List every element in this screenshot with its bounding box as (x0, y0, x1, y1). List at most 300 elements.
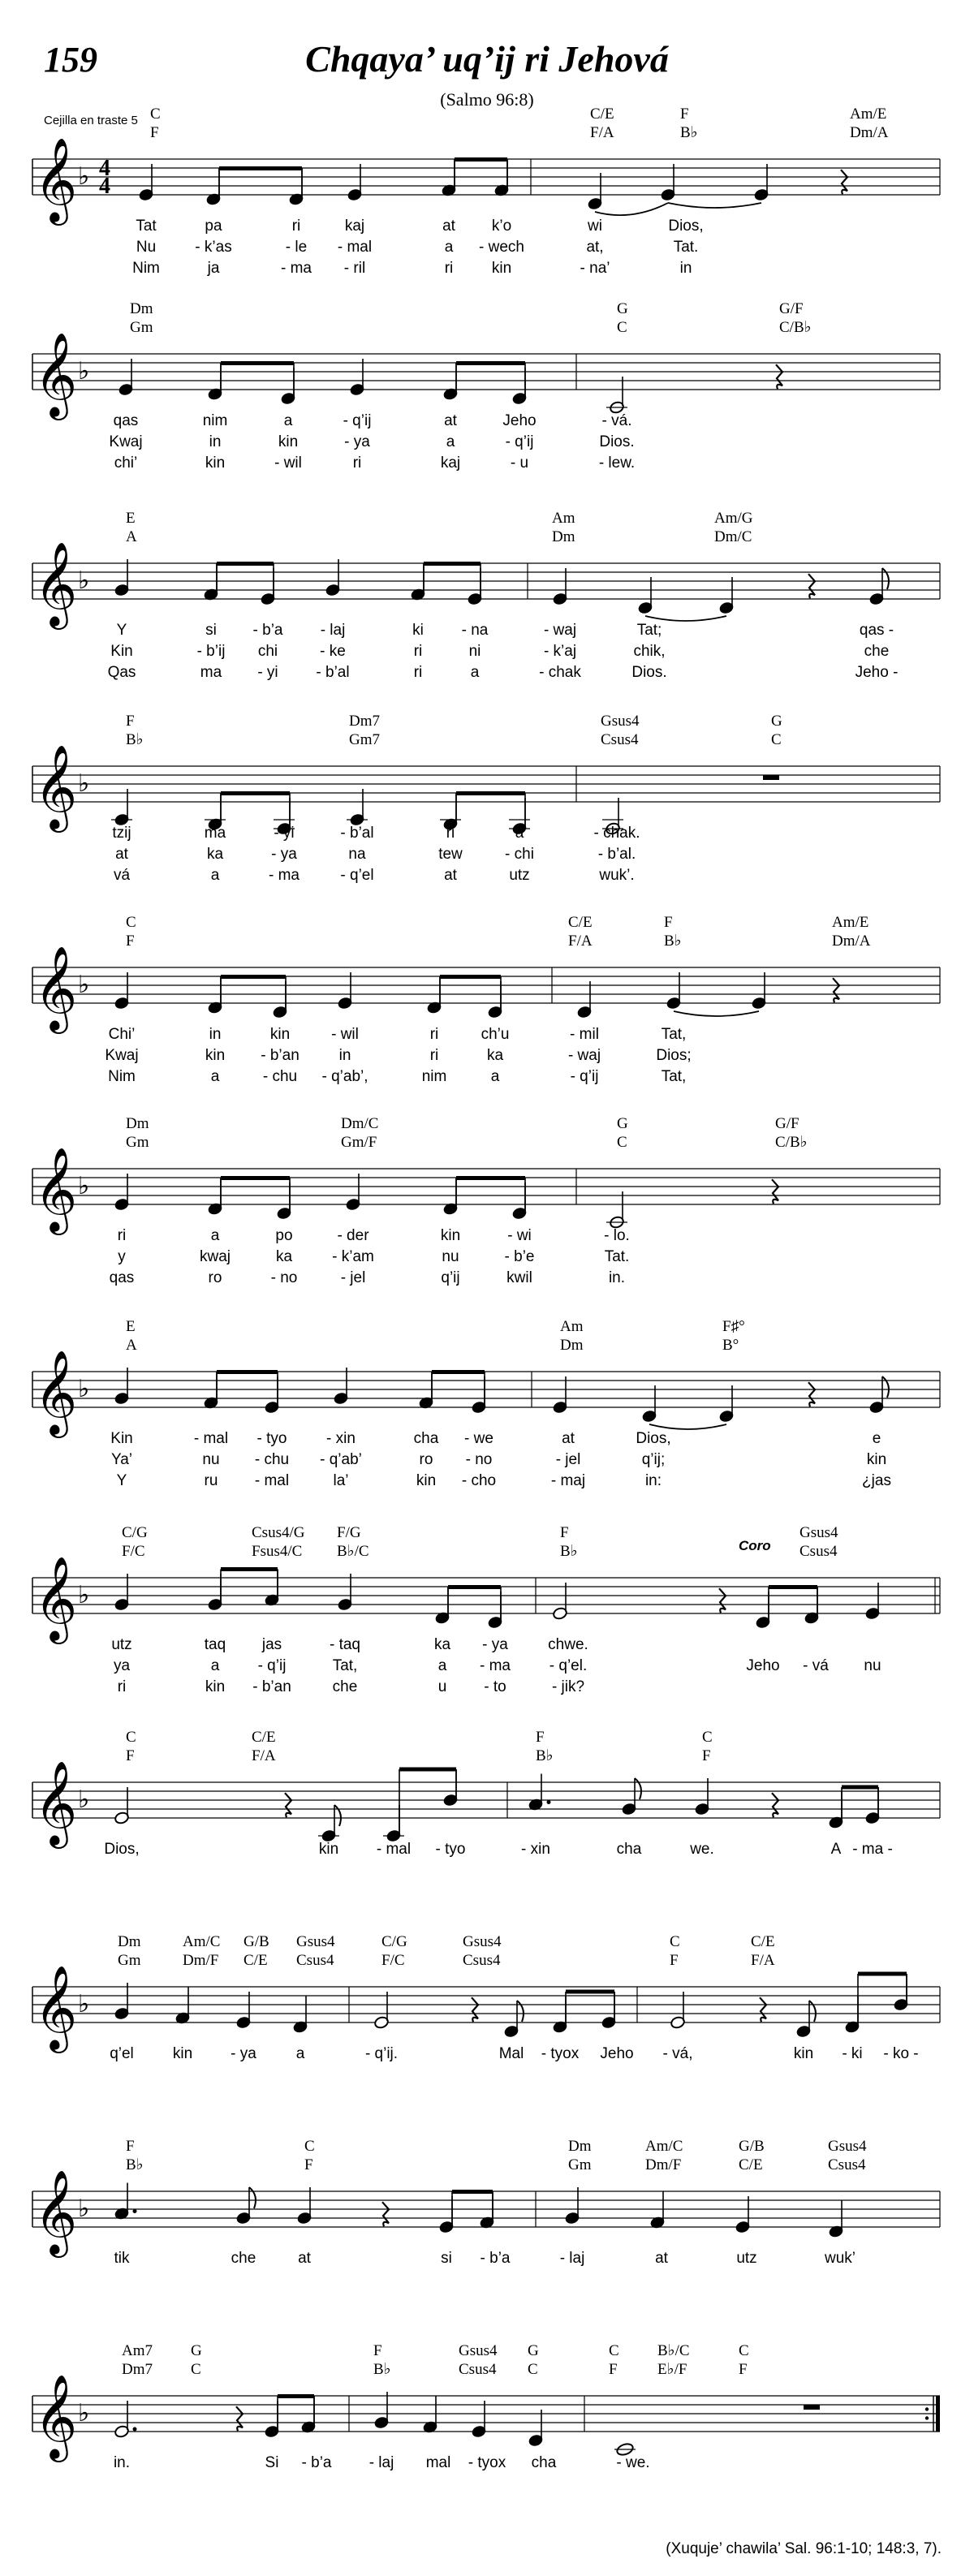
lyric-syllable: Kwaj (105, 1047, 139, 1064)
lyric-syllable: ri (429, 1026, 439, 1043)
lyric-syllable: - b’a (252, 622, 283, 639)
lyric-syllable: ri (117, 1227, 127, 1244)
chord-symbol: F (126, 933, 135, 950)
chord-symbol: Gm/F (341, 1134, 377, 1151)
chord-symbol: B♭ (664, 933, 682, 950)
lyric-syllable: cha (531, 2454, 557, 2471)
chord-symbol: B♭/C (337, 1543, 369, 1560)
chord-symbol: F/A (568, 933, 593, 950)
lyric-syllable: - cho (461, 1472, 497, 1489)
lyric-syllable: - xin (521, 1841, 550, 1858)
treble-clef-icon: 𝄞 (34, 541, 78, 627)
rest-icon (808, 574, 815, 598)
note-flag (882, 1376, 889, 1398)
rest-icon (382, 2202, 389, 2226)
treble-clef-icon: 𝄞 (34, 1147, 78, 1232)
chord-symbol: C (739, 2342, 749, 2359)
lyric-syllable: - ko - (883, 2045, 919, 2062)
lyric-syllable: tzij (112, 825, 131, 842)
lyric-syllable: - ki (842, 2045, 863, 2062)
chord-symbol: Dm/A (850, 124, 889, 141)
lyric-syllable: - lo. (604, 1227, 630, 1244)
lyric-syllable: mal (425, 2454, 451, 2471)
tie (668, 203, 761, 208)
lyric-syllable: - ma - (852, 1841, 893, 1858)
chord-symbol: Am/G (714, 510, 753, 527)
lyric-syllable: a (210, 1227, 220, 1244)
lyric-syllable: kin (269, 1026, 291, 1043)
chord-symbol: F/A (751, 1952, 775, 1969)
lyric-syllable: at (562, 1430, 575, 1447)
chord-symbol: F (680, 106, 689, 123)
chord-symbol: Am (560, 1318, 584, 1335)
chord-symbol: F (304, 2156, 313, 2173)
chord-symbol: Gsus4 (463, 1933, 502, 1950)
chord-symbol: C (126, 1729, 136, 1746)
chord-symbol: F/C (122, 1543, 145, 1560)
lyric-syllable: Qas (107, 664, 136, 681)
lyric-syllable: Tat; (636, 622, 662, 639)
song-title: Chqaya’ uq’ij ri Jehová (305, 38, 669, 80)
dot (133, 2427, 137, 2432)
lyric-syllable: q’ij; (641, 1451, 666, 1468)
chord-symbol: F (670, 1952, 679, 1969)
chord-symbol: F (702, 1747, 711, 1764)
flat-sign-icon: ♭ (78, 2195, 90, 2223)
lyric-syllable: Dios. (599, 433, 635, 450)
lyric-syllable: - ya (344, 433, 370, 450)
chord-symbol: Dm/F (645, 2156, 682, 2173)
lyric-syllable: a (446, 433, 455, 450)
lyric-syllable: Dios. (631, 664, 667, 681)
note-flag (882, 568, 889, 589)
lyric-syllable: - wil (274, 454, 302, 472)
lyric-syllable: - waj (567, 1047, 601, 1064)
lyric-syllable: in. (113, 2454, 131, 2471)
rest-icon (763, 775, 779, 780)
lyric-syllable: - ke (320, 643, 346, 660)
chord-symbol: B♭ (536, 1747, 554, 1764)
chord-symbol: F/G (337, 1524, 361, 1541)
lyric-syllable: ka (275, 1248, 293, 1265)
rest-icon (236, 2406, 243, 2431)
lyric-syllable: a (470, 664, 480, 681)
lyric-syllable: - q’el. (549, 1657, 588, 1674)
staff-system (32, 510, 940, 681)
chord-symbol: Gm (568, 2156, 592, 2173)
chord-symbol: Gsus4 (828, 2138, 867, 2155)
lyric-syllable: la’ (333, 1472, 349, 1489)
chord-symbol: F (373, 2342, 382, 2359)
final-barline (936, 2396, 940, 2432)
chord-symbol: C (304, 2138, 315, 2155)
chord-symbol: F (609, 2361, 618, 2378)
chord-symbol: Csus4 (296, 1952, 334, 1969)
lyric-syllable: ru (204, 1472, 218, 1489)
lyric-syllable: - k’as (195, 239, 232, 256)
lyric-syllable: - yi (257, 664, 278, 681)
chord-symbol: Dm/C (714, 528, 752, 545)
chord-symbol: G/F (775, 1115, 799, 1132)
chord-symbol: B♭ (126, 2156, 144, 2173)
flat-sign-icon: ♭ (78, 2399, 90, 2427)
footer-reference: (Xuquje’ chawila’ Sal. 96:1-10; 148:3, 7). (666, 2540, 942, 2557)
lyric-syllable: - q’ij (343, 412, 372, 429)
chord-symbol: C (702, 1729, 713, 1746)
chord-symbol: Gm (126, 1134, 149, 1151)
lyric-syllable: nu (864, 1657, 881, 1674)
lyric-syllable: e (872, 1430, 881, 1447)
chord-symbol: G (617, 300, 628, 317)
chord-symbol: Gsus4 (799, 1524, 838, 1541)
lyric-syllable: a (444, 239, 454, 256)
lyric-syllable: che (332, 1678, 358, 1695)
chord-symbol: Dm (130, 300, 153, 317)
treble-clef-icon: 𝄞 (34, 137, 78, 222)
lyric-syllable: - na (461, 622, 489, 639)
lyric-syllable: ri (352, 454, 362, 472)
lyric-syllable: wi (588, 218, 602, 235)
chord-symbol: C (670, 1933, 680, 1950)
lyric-syllable: tik (114, 2250, 130, 2267)
flat-sign-icon: ♭ (78, 357, 90, 386)
lyric-syllable: si (441, 2250, 452, 2267)
lyric-syllable: - q’ij (570, 1068, 599, 1085)
chord-symbol: F (126, 2138, 135, 2155)
lyric-syllable: - tyo (256, 1430, 287, 1447)
rest-icon (472, 1997, 478, 2022)
lyric-syllable: Dios, (668, 218, 704, 235)
lyric-syllable: ri (413, 664, 423, 681)
lyric-syllable: kin (491, 260, 512, 277)
lyric-syllable: Dios, (636, 1430, 671, 1447)
chord-symbol: F♯° (722, 1318, 745, 1335)
lyric-syllable: - chak. (593, 825, 640, 842)
note-flag (249, 2187, 256, 2208)
rest-icon (772, 1179, 778, 1204)
lyric-syllable: a (295, 2045, 305, 2062)
lyric-syllable: ro (208, 1269, 222, 1286)
chord-symbol: Gm (130, 319, 153, 336)
chord-symbol: C (609, 2342, 619, 2359)
flat-sign-icon: ♭ (78, 1375, 90, 1403)
psalm-reference: (Salmo 96:8) (440, 89, 534, 110)
lyric-syllable: a (210, 1068, 220, 1085)
lyric-syllable: kwaj (199, 1248, 231, 1265)
lyric-syllable: - we. (616, 2454, 650, 2471)
chord-symbol: G (191, 2342, 202, 2359)
flat-sign-icon: ♭ (78, 971, 90, 999)
lyric-syllable: - vá, (662, 2045, 693, 2062)
lyric-syllable: kin (866, 1451, 887, 1468)
lyric-syllable: in (209, 433, 222, 450)
chord-symbol: Dm (126, 1115, 149, 1132)
staff-system (32, 106, 940, 277)
staff-system (32, 1524, 940, 1695)
chord-symbol: C (126, 914, 136, 931)
chord-symbol: E (126, 1318, 136, 1335)
lyric-syllable: na (348, 846, 366, 863)
lyric-syllable: at, (586, 239, 604, 256)
tie (645, 616, 726, 621)
lyric-syllable: - waj (543, 622, 577, 639)
lyric-syllable: Mal (498, 2045, 524, 2062)
chord-symbol: E♭/F (657, 2361, 687, 2378)
chord-symbol: B° (722, 1337, 739, 1354)
time-signature: 4 (99, 156, 110, 181)
lyric-syllable: - mal (376, 1841, 412, 1858)
chord-symbol: Dm (568, 2138, 592, 2155)
chord-symbol: Gsus4 (459, 2342, 498, 2359)
lyric-syllable: - jik? (551, 1678, 585, 1695)
lyric-syllable: Nim (108, 1068, 136, 1085)
chord-symbol: Dm (552, 528, 575, 545)
lyric-syllable: qas - (859, 622, 894, 639)
lyric-syllable: - wech (479, 239, 524, 256)
lyric-syllable: po (275, 1227, 293, 1244)
chord-symbol: Am/E (850, 106, 887, 123)
staff-system (32, 1318, 940, 1489)
lyric-syllable: at (655, 2250, 668, 2267)
lyric-syllable: Jeho - (855, 664, 899, 681)
lyric-syllable: - xin (326, 1430, 356, 1447)
rest-icon (808, 1382, 815, 1406)
lyric-syllable: - lew. (598, 454, 636, 472)
chord-symbol: Gm (118, 1952, 141, 1969)
lyric-syllable: Kin (110, 643, 133, 660)
lyric-syllable: ya (113, 1657, 131, 1674)
lyric-syllable: kin (172, 2045, 193, 2062)
lyric-syllable: u (437, 1678, 447, 1695)
chord-symbol: A (126, 1337, 137, 1354)
chord-symbol: Am (552, 510, 575, 527)
lyric-syllable: taq (204, 1636, 226, 1653)
chord-symbol: C/G (122, 1524, 148, 1541)
chord-symbol: G/B (244, 1933, 269, 1950)
lyric-syllable: - b’a (301, 2454, 332, 2471)
lyric-syllable: kin (205, 1678, 226, 1695)
lyric-syllable: - ma (281, 260, 312, 277)
lyric-syllable: kin (416, 1472, 437, 1489)
lyric-syllable: a (490, 1068, 500, 1085)
lyric-syllable: - ya (482, 1636, 508, 1653)
lyric-syllable: - k’aj (543, 643, 577, 660)
chord-symbol: Csus4 (601, 731, 639, 748)
chord-symbol: Fsus4/C (252, 1543, 303, 1560)
staff-system (32, 1933, 940, 2062)
lyric-syllable: che (864, 643, 890, 660)
chord-symbol: G/B (739, 2138, 765, 2155)
chord-symbol: C/E (244, 1952, 268, 1969)
chord-symbol: Am/C (645, 2138, 683, 2155)
lyric-syllable: si (205, 622, 217, 639)
chord-symbol: Dm (560, 1337, 584, 1354)
chord-symbol: Dm (118, 1933, 141, 1950)
lyric-syllable: Ya’ (110, 1451, 133, 1468)
lyric-syllable: - jel (340, 1269, 366, 1286)
chord-symbol: Gsus4 (296, 1933, 335, 1950)
flat-sign-icon: ♭ (78, 1172, 90, 1200)
dot (547, 1800, 551, 1804)
lyric-syllable: qas (113, 412, 139, 429)
lyric-syllable: ki (412, 622, 424, 639)
lyric-syllable: - chu (262, 1068, 298, 1085)
chord-symbol: B♭ (680, 124, 698, 141)
lyric-syllable: kin (440, 1227, 461, 1244)
lyric-syllable: at (444, 867, 457, 884)
lyric-syllable: - no (465, 1451, 493, 1468)
flat-sign-icon: ♭ (78, 769, 90, 798)
chord-symbol: C/B♭ (779, 319, 812, 336)
lyric-syllable: chi (257, 643, 278, 660)
lyric-syllable: kin (205, 454, 226, 472)
lyric-syllable: - tyo (435, 1841, 466, 1858)
lyric-syllable: ch’u (481, 1026, 510, 1043)
chord-symbol: Csus4 (463, 1952, 501, 1969)
chord-symbol: C (191, 2361, 201, 2378)
lyric-syllable: ka (206, 846, 224, 863)
lyric-syllable: Si (265, 2454, 279, 2471)
lyric-syllable: - b’a (480, 2250, 511, 2267)
lyric-syllable: kin (318, 1841, 339, 1858)
lyric-syllable: - na’ (580, 260, 610, 277)
note-flag (517, 2001, 524, 2022)
repeat-dot (925, 2416, 929, 2419)
chord-symbol: B♭ (373, 2361, 391, 2378)
lyric-syllable: - mil (570, 1026, 599, 1043)
flat-sign-icon: ♭ (78, 1990, 90, 2018)
chord-symbol: E (126, 510, 136, 527)
lyric-syllable: - der (337, 1227, 369, 1244)
lyric-syllable: in. (608, 1269, 626, 1286)
chord-symbol: C/E (568, 914, 593, 931)
lyric-syllable: in (209, 1026, 222, 1043)
lyric-syllable: - u (510, 454, 529, 472)
lyric-syllable: Tat, (661, 1068, 687, 1085)
song-number: 159 (44, 40, 97, 80)
lyric-syllable: - mal (193, 1430, 229, 1447)
lyric-syllable: - laj (368, 2454, 394, 2471)
treble-clef-icon: 𝄞 (34, 744, 78, 829)
lyric-syllable: ri (444, 260, 454, 277)
chord-symbol: C/E (252, 1729, 276, 1746)
flat-sign-icon: ♭ (78, 1786, 90, 1814)
treble-clef-icon: 𝄞 (34, 1350, 78, 1435)
capo-note: Cejilla en traste 5 (44, 114, 138, 127)
chord-symbol: B♭/C (657, 2342, 690, 2359)
treble-clef-icon: 𝄞 (34, 1965, 78, 2050)
rest-icon (833, 978, 839, 1002)
lyric-syllable: - wi (507, 1227, 532, 1244)
chord-symbol: C (771, 731, 782, 748)
dot (133, 2209, 137, 2213)
lyric-syllable: at (298, 2250, 311, 2267)
chord-symbol: F (739, 2361, 748, 2378)
chord-symbol: C (617, 319, 627, 336)
lyric-syllable: - q’ij (505, 433, 534, 450)
lyric-syllable: kin (793, 2045, 814, 2062)
lyric-syllable: nu (442, 1248, 459, 1265)
lyric-syllable: at (115, 846, 128, 863)
lyric-syllable: - ya (231, 2045, 256, 2062)
lyric-syllable: ri (413, 643, 423, 660)
chord-symbol: F (126, 713, 135, 730)
lyric-syllable: - b’al (340, 825, 374, 842)
chord-symbol: G (617, 1115, 628, 1132)
lyric-syllable: kaj (344, 218, 365, 235)
lyric-syllable: ma (200, 664, 222, 681)
chord-symbol: C (528, 2361, 538, 2378)
lyric-syllable: - chu (254, 1451, 290, 1468)
lyric-syllable: ¿jas (862, 1472, 891, 1489)
lyric-syllable: qas (109, 1269, 135, 1286)
lyric-syllable: - jel (555, 1451, 581, 1468)
lyric-syllable: kwil (506, 1269, 532, 1286)
tie (649, 1424, 726, 1429)
chord-symbol: F (150, 124, 159, 141)
staff-system (32, 2342, 940, 2471)
lyric-syllable: Jeho (600, 2045, 634, 2062)
lyric-syllable: Kin (110, 1430, 133, 1447)
lyric-syllable: a (437, 1657, 447, 1674)
lyric-syllable: kin (278, 433, 299, 450)
lyric-syllable: - ya (271, 846, 297, 863)
chord-symbol: A (126, 528, 137, 545)
chord-symbol: Am7 (122, 2342, 153, 2359)
lyric-syllable: in (338, 1047, 351, 1064)
lyric-syllable: tew (438, 846, 463, 863)
treble-clef-icon: 𝄞 (34, 946, 78, 1031)
lyric-syllable: a (283, 412, 293, 429)
coro-label: Coro (739, 1538, 771, 1553)
lyric-syllable: cha (616, 1841, 642, 1858)
rest-icon (285, 1793, 291, 1817)
staff-system (32, 713, 940, 884)
chord-symbol: Dm7 (349, 713, 380, 730)
lyric-syllable: wuk’. (599, 867, 635, 884)
lyric-syllable: wuk’ (824, 2250, 856, 2267)
lyric-syllable: ri (291, 218, 301, 235)
chord-symbol: G/F (779, 300, 804, 317)
lyric-syllable: chik, (633, 643, 666, 660)
lyric-syllable: a (515, 825, 524, 842)
treble-clef-icon: 𝄞 (34, 1760, 78, 1846)
chord-symbol: B♭ (126, 731, 144, 748)
lyric-syllable: kaj (440, 454, 461, 472)
rest-icon (841, 170, 847, 194)
lyric-syllable: utz (509, 867, 530, 884)
lyric-syllable: - chak (539, 664, 581, 681)
lyric-syllable: - ma (269, 867, 300, 884)
lyric-syllable: - b’an (252, 1678, 291, 1695)
lyric-syllable: ro (419, 1451, 433, 1468)
lyric-syllable: Nim (132, 260, 160, 277)
lyric-syllable: nim (421, 1068, 447, 1085)
chord-symbol: C/E (739, 2156, 763, 2173)
lyric-syllable: ri (446, 825, 455, 842)
lyric-syllable: pa (205, 218, 222, 235)
chord-symbol: Csus4 (459, 2361, 497, 2378)
chord-symbol: C (617, 1134, 627, 1151)
chord-symbol: C/E (751, 1933, 775, 1950)
lyric-syllable: - mal (337, 239, 373, 256)
lyric-syllable: Tat, (661, 1026, 687, 1043)
lyric-syllable: - tyox (468, 2454, 506, 2471)
lyric-syllable: y (118, 1248, 126, 1265)
treble-clef-icon: 𝄞 (34, 2374, 78, 2459)
lyric-syllable: ma (204, 825, 226, 842)
lyric-syllable: chi’ (114, 454, 138, 472)
